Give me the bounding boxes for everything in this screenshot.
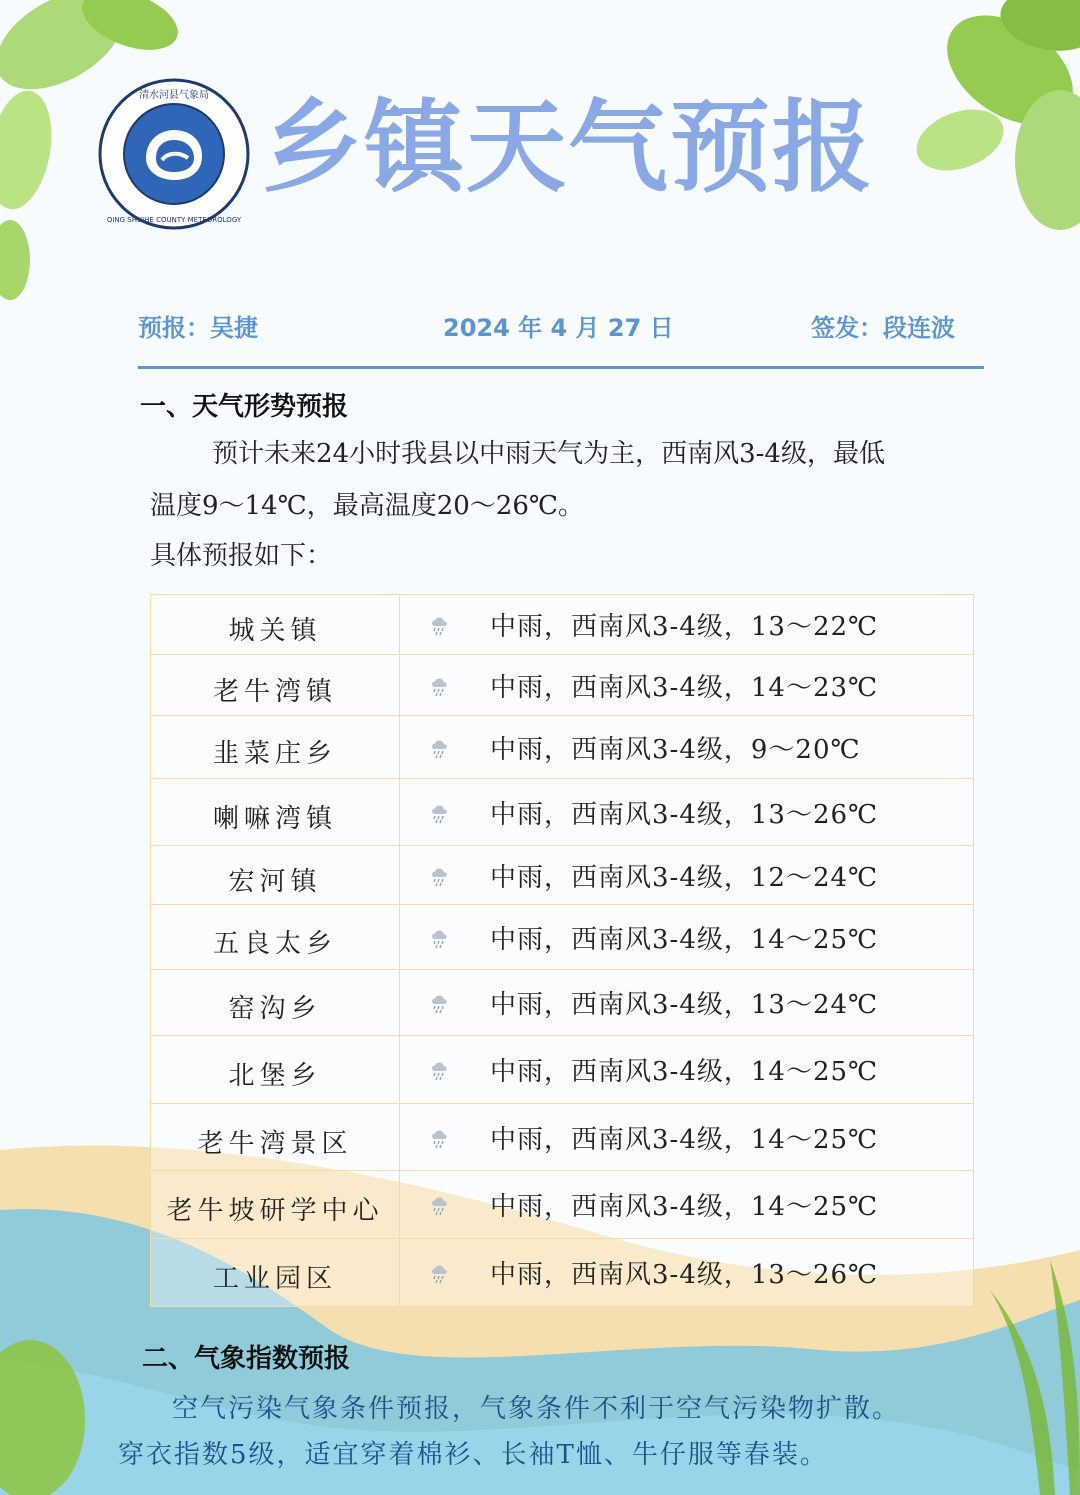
town-name: 北堡乡 xyxy=(151,1036,400,1104)
forecast-cell xyxy=(400,1239,974,1307)
forecast-cell xyxy=(400,595,974,655)
svg-text:QING SHUIHE COUNTY METEOROLOGY: QING SHUIHE COUNTY METEOROLOGY xyxy=(106,216,242,224)
town-name: 工业园区 xyxy=(151,1239,400,1307)
town-name: 喇嘛湾镇 xyxy=(151,779,400,846)
forecast-text: 中雨，西南风3-4级，13～24℃ xyxy=(490,990,879,1020)
town-name: 城关镇 xyxy=(151,595,400,655)
dressing-index: 穿衣指数5级，适宜穿着棉衫、长袖T恤、牛仔服等春装。 xyxy=(118,1440,828,1470)
forecast-text: 中雨，西南风3-4级，14～25℃ xyxy=(490,924,879,955)
table-row xyxy=(151,1104,974,1171)
header-divider xyxy=(138,366,984,369)
town-forecast-table xyxy=(150,594,974,1307)
section2-heading: 二、气象指数预报 xyxy=(142,1344,351,1374)
rain-cloud-icon xyxy=(430,616,452,636)
rain-cloud-icon xyxy=(430,1061,452,1081)
forecast-text: 中雨，西南风3-4级，12～24℃ xyxy=(490,862,879,893)
town-name: 五良太乡 xyxy=(151,905,400,970)
forecast-text: 中雨，西南风3-4级，14～25℃ xyxy=(490,1057,879,1087)
forecast-cell xyxy=(400,1171,974,1239)
forecast-cell xyxy=(400,655,974,716)
table-row xyxy=(151,905,974,970)
forecast-cell xyxy=(400,905,974,970)
leaf-decoration-top-right xyxy=(908,0,1080,230)
forecast-cell xyxy=(400,1104,974,1171)
rain-cloud-icon xyxy=(430,1129,452,1149)
forecast-text: 中雨，西南风3-4级，14～25℃ xyxy=(490,1192,879,1222)
table-row xyxy=(151,595,974,655)
town-name: 窑沟乡 xyxy=(151,970,400,1036)
table-row xyxy=(151,1239,974,1307)
forecast-cell xyxy=(400,846,974,905)
meteorology-bureau-logo xyxy=(98,78,250,230)
rain-cloud-icon xyxy=(430,677,452,697)
rain-cloud-icon xyxy=(430,994,452,1014)
forecast-text: 中雨，西南风3-4级，13～22℃ xyxy=(490,612,879,642)
rain-cloud-icon xyxy=(430,867,452,887)
forecast-cell xyxy=(400,716,974,779)
forecast-text: 中雨，西南风3-4级，9～20℃ xyxy=(490,734,861,765)
forecast-text: 中雨，西南风3-4级，14～23℃ xyxy=(490,672,879,703)
forecast-cell xyxy=(400,970,974,1036)
table-row xyxy=(151,1036,974,1104)
town-name: 老牛坡研学中心 xyxy=(151,1171,400,1239)
forecast-text: 中雨，西南风3-4级，13～26℃ xyxy=(490,1260,879,1290)
town-name: 宏河镇 xyxy=(151,846,400,905)
section1-line1: 预计未来24小时我县以中雨天气为主，西南风3-4级，最低 xyxy=(212,439,885,469)
rain-cloud-icon xyxy=(430,1264,452,1284)
forecast-cell xyxy=(400,1036,974,1104)
rain-cloud-icon xyxy=(430,929,452,949)
forecast-cell xyxy=(400,779,974,846)
section1-heading: 一、天气形势预报 xyxy=(140,392,349,422)
forecast-text: 中雨，西南风3-4级，13～26℃ xyxy=(490,799,879,830)
table-row xyxy=(151,655,974,716)
town-name: 老牛湾镇 xyxy=(151,655,400,716)
town-name: 老牛湾景区 xyxy=(151,1104,400,1171)
table-row xyxy=(151,970,974,1036)
table-row xyxy=(151,1171,974,1239)
forecast-date: 2024 年 4 月 27 日 xyxy=(443,314,674,342)
rain-cloud-icon xyxy=(430,1196,452,1216)
svg-text:清水河县气象局: 清水河县气象局 xyxy=(139,90,209,101)
issuer-label: 签发：段连波 xyxy=(811,314,955,342)
table-row xyxy=(151,779,974,846)
forecast-text: 中雨，西南风3-4级，14～25℃ xyxy=(490,1124,879,1155)
table-row xyxy=(151,846,974,905)
section1-line2: 温度9～14℃，最高温度20～26℃。 xyxy=(150,491,584,521)
rain-cloud-icon xyxy=(430,804,452,824)
forecaster-label: 预报：吴捷 xyxy=(138,314,258,342)
town-name: 韭菜庄乡 xyxy=(151,716,400,779)
air-pollution-forecast: 空气污染气象条件预报，气象条件不利于空气污染物扩散。 xyxy=(172,1394,901,1424)
table-row xyxy=(151,716,974,779)
section1-line3: 具体预报如下： xyxy=(150,541,333,571)
rain-cloud-icon xyxy=(430,739,452,759)
page-title: 乡镇天气预报 xyxy=(262,89,874,206)
